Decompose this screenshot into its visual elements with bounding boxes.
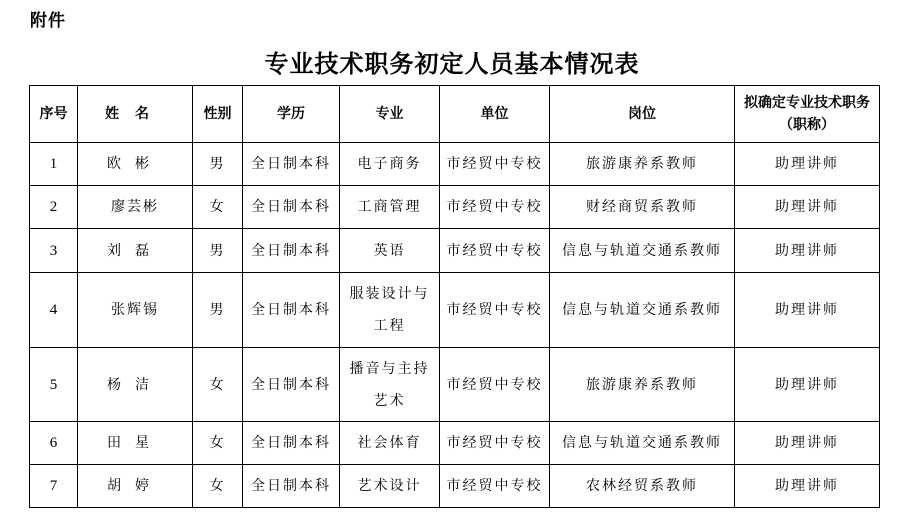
cell-name-text: 刘磊 [107,242,163,259]
cell-seq: 1 [30,143,78,186]
cell-post: 财经商贸系教师 [550,186,735,229]
cell-gender: 男 [193,229,243,273]
cell-title: 助理讲师 [735,229,880,273]
cell-name [78,186,193,229]
cell-title: 助理讲师 [735,348,880,422]
header-unit: 单位 [440,86,550,143]
header-row [30,86,880,143]
cell-education: 全日制本科 [243,186,340,229]
header-seq: 序号 [30,86,78,143]
cell-name-text: 张辉锡 [111,302,159,318]
table-row [30,273,880,348]
cell-name-text: 欧彬 [107,156,163,172]
cell-seq: 7 [30,465,78,508]
cell-major-line1: 服装设计与 [349,286,430,302]
cell-unit: 市经贸中专校 [440,348,550,422]
header-major: 专业 [340,86,440,143]
cell-major [340,186,440,229]
header-title-line2: （职称） [779,117,835,133]
personnel-table [29,85,880,508]
cell-major-line1: 艺术设计 [357,478,422,494]
cell-unit: 市经贸中专校 [440,273,550,348]
header-title-line1: 拟确定专业技术职务 [744,95,870,111]
cell-major-line1: 播音与主持 [349,360,430,377]
cell-unit: 市经贸中专校 [440,422,550,465]
cell-gender: 女 [193,186,243,229]
cell-major-line2: 工程 [373,318,406,334]
cell-education: 全日制本科 [243,273,340,348]
table-row [30,143,880,186]
cell-post: 旅游康养系教师 [550,143,735,186]
cell-major [340,273,440,348]
cell-unit: 市经贸中专校 [440,465,550,508]
cell-unit: 市经贸中专校 [440,186,550,229]
cell-gender: 男 [193,143,243,186]
cell-gender: 女 [193,422,243,465]
cell-major-line2: 艺术 [373,392,406,409]
cell-title: 助理讲师 [735,273,880,348]
table-row [30,229,880,273]
attachment-label: 附件 [30,11,66,31]
cell-education: 全日制本科 [243,465,340,508]
cell-seq: 4 [30,273,78,348]
cell-post: 信息与轨道交通系教师 [550,273,735,348]
cell-post: 旅游康养系教师 [550,348,735,422]
document-title: 专业技术职务初定人员基本情况表 [264,49,640,78]
header-title [735,86,880,143]
cell-post: 信息与轨道交通系教师 [550,422,735,465]
cell-major [340,229,440,273]
cell-name [78,465,193,508]
cell-major [340,465,440,508]
cell-education: 全日制本科 [243,229,340,273]
cell-gender: 男 [193,273,243,348]
cell-education: 全日制本科 [243,422,340,465]
cell-post: 信息与轨道交通系教师 [550,229,735,273]
cell-title: 助理讲师 [735,422,880,465]
cell-title: 助理讲师 [735,186,880,229]
cell-education: 全日制本科 [243,348,340,422]
cell-name [78,348,193,422]
cell-major [340,422,440,465]
cell-gender: 女 [193,465,243,508]
cell-name [78,229,193,273]
cell-name-text: 杨洁 [107,376,163,393]
header-name [78,86,193,143]
cell-title: 助理讲师 [735,465,880,508]
cell-name [78,273,193,348]
cell-major-line1: 社会体育 [357,435,422,451]
cell-seq: 2 [30,186,78,229]
cell-name [78,143,193,186]
cell-major [340,348,440,422]
cell-name [78,422,193,465]
header-post: 岗位 [550,86,735,143]
cell-major [340,143,440,186]
cell-seq: 5 [30,348,78,422]
cell-major-line1: 英语 [373,242,406,259]
cell-seq: 3 [30,229,78,273]
table-row [30,465,880,508]
header-education: 学历 [243,86,340,143]
cell-title: 助理讲师 [735,143,880,186]
cell-name-text: 胡婷 [107,478,163,494]
cell-gender: 女 [193,348,243,422]
table-row [30,422,880,465]
header-gender: 性别 [193,86,243,143]
cell-major-line1: 工商管理 [357,199,422,215]
table-row [30,186,880,229]
cell-unit: 市经贸中专校 [440,229,550,273]
cell-name-text: 田星 [107,435,163,451]
cell-post: 农林经贸系教师 [550,465,735,508]
cell-seq: 6 [30,422,78,465]
cell-education: 全日制本科 [243,143,340,186]
table-row [30,348,880,422]
header-name-text: 姓名 [105,106,165,122]
cell-name-text: 廖芸彬 [111,199,159,215]
cell-major-line1: 电子商务 [357,156,422,172]
cell-unit: 市经贸中专校 [440,143,550,186]
